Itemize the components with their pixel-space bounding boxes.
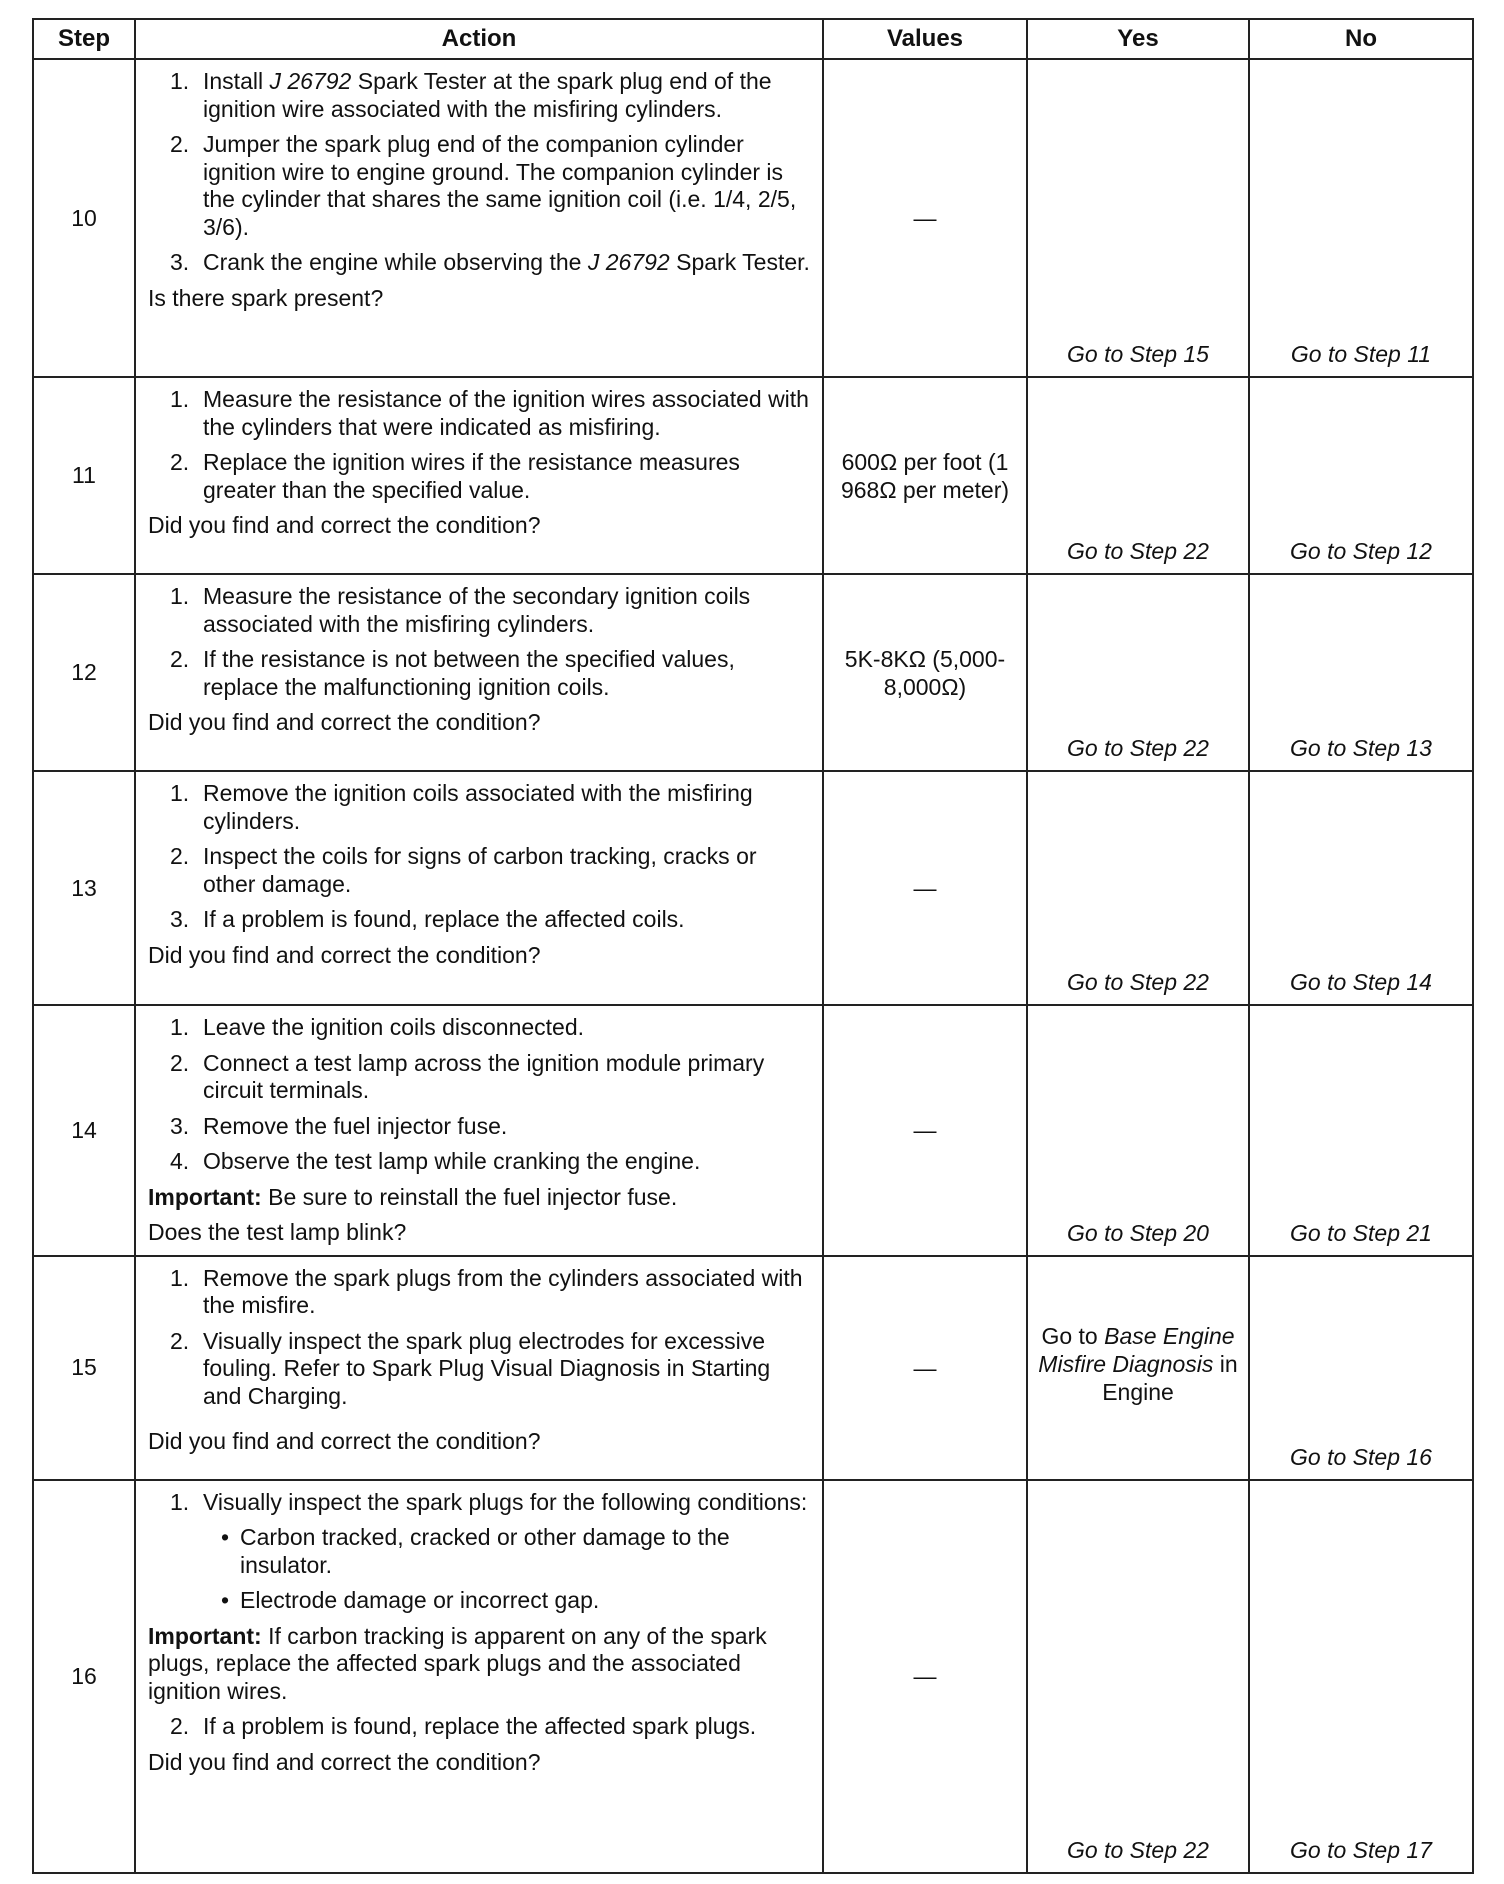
action-step: 1. Install J 26792 Spark Tester at the spark plug end of the ignition wire associated with the misfiring cylinders. bbox=[170, 68, 772, 122]
header-action: Action bbox=[135, 19, 823, 59]
no-cell: Go to Step 14 bbox=[1249, 771, 1473, 1005]
yes-cell: Go to Step 22 bbox=[1027, 377, 1249, 574]
action-cell bbox=[135, 574, 823, 771]
value-cell: — bbox=[823, 771, 1027, 1005]
action-step: 4. Observe the test lamp while cranking the engine. bbox=[170, 1148, 701, 1174]
action-cell bbox=[135, 59, 823, 377]
question: Does the test lamp blink? bbox=[148, 1219, 407, 1245]
table-row bbox=[33, 1256, 1473, 1480]
bullet-item: • Carbon tracked, cracked or other damage to the insulator. bbox=[221, 1524, 730, 1578]
yes-cell: Go to Step 20 bbox=[1027, 1005, 1249, 1256]
action-step: 2. If a problem is found, replace the affected spark plugs. bbox=[170, 1713, 757, 1739]
header-values: Values bbox=[823, 19, 1027, 59]
value-cell: — bbox=[823, 1480, 1027, 1873]
action-cell bbox=[135, 1256, 823, 1480]
table-row bbox=[33, 1005, 1473, 1256]
yes-cell: Go to Step 15 bbox=[1027, 59, 1249, 377]
action-cell bbox=[135, 1005, 823, 1256]
value-cell: — bbox=[823, 1256, 1027, 1480]
action-step: 3. Remove the fuel injector fuse. bbox=[170, 1112, 508, 1139]
tool-name: J 26792 bbox=[269, 68, 352, 94]
action-step: 2. Connect a test lamp across the ignition module primary circuit terminals. bbox=[170, 1049, 765, 1103]
action-step: 2. Replace the ignition wires if the resistance measures greater than the specified value. bbox=[170, 449, 740, 503]
question: Did you find and correct the condition? bbox=[148, 512, 541, 538]
important-note: Important: If carbon tracking is apparent on any of the spark plugs, replace the affected spark plugs and the associated ignition wires. bbox=[148, 1622, 767, 1704]
value-cell: 5K-8KΩ (5,000-8,000Ω) bbox=[823, 574, 1027, 771]
action-step: 1. Visually inspect the spark plugs for the following conditions: bbox=[170, 1488, 808, 1515]
bullet-item: • Electrode damage or incorrect gap. bbox=[221, 1587, 600, 1613]
tool-name: J 26792 bbox=[587, 249, 670, 275]
step-number: 16 bbox=[33, 1480, 135, 1873]
value-cell: 600Ω per foot (1 968Ω per meter) bbox=[823, 377, 1027, 574]
action-step: 2. Visually inspect the spark plug electrodes for excessive fouling. Refer to Spark Plug Visual Diagnosis in Starting and Charging. bbox=[170, 1327, 771, 1409]
action-step: 1. Remove the ignition coils associated with the misfiring cylinders. bbox=[170, 780, 753, 834]
step-number: 14 bbox=[33, 1005, 135, 1256]
action-cell bbox=[135, 377, 823, 574]
table-row bbox=[33, 771, 1473, 1005]
action-step: 2. Jumper the spark plug end of the companion cylinder ignition wire to engine ground. The companion cylinder is the cylinder that shares the same ignition coil (i.e. 1/4, 2/5, 3/6). bbox=[170, 131, 797, 240]
action-step: 1. Measure the resistance of the ignition wires associated with the cylinders that were indicated as misfiring. bbox=[170, 386, 809, 440]
reference-title: Base Engine Misfire Diagnosis bbox=[1038, 1322, 1235, 1377]
action-step: 2. Inspect the coils for signs of carbon tracking, cracks or other damage. bbox=[170, 843, 757, 897]
table-row bbox=[33, 59, 1473, 377]
step-number: 11 bbox=[33, 377, 135, 574]
action-step: 1. Remove the spark plugs from the cylinders associated with the misfire. bbox=[170, 1264, 803, 1318]
table-row bbox=[33, 574, 1473, 771]
no-cell: Go to Step 11 bbox=[1249, 59, 1473, 377]
no-cell: Go to Step 13 bbox=[1249, 574, 1473, 771]
action-cell bbox=[135, 1480, 823, 1873]
important-note: Important: Be sure to reinstall the fuel injector fuse. bbox=[148, 1183, 678, 1210]
header-no: No bbox=[1249, 19, 1473, 59]
header-step: Step bbox=[33, 19, 135, 59]
question: Did you find and correct the condition? bbox=[148, 941, 541, 968]
yes-cell: Go to Step 22 bbox=[1027, 574, 1249, 771]
action-step: 3. If a problem is found, replace the affected coils. bbox=[170, 906, 685, 932]
diagnostic-table bbox=[32, 18, 1474, 1874]
yes-cell: Go to Base Engine Misfire Diagnosis in Engine bbox=[1027, 1256, 1249, 1480]
no-cell: Go to Step 17 bbox=[1249, 1480, 1473, 1873]
action-step: 1. Measure the resistance of the secondary ignition coils associated with the misfiring cylinders. bbox=[170, 583, 751, 637]
value-cell: — bbox=[823, 59, 1027, 377]
header-row bbox=[33, 19, 1473, 59]
action-step: 1. Leave the ignition coils disconnected. bbox=[170, 1014, 585, 1040]
no-cell: Go to Step 16 bbox=[1249, 1256, 1473, 1480]
table-row bbox=[33, 377, 1473, 574]
question: Did you find and correct the condition? bbox=[148, 1748, 541, 1775]
step-number: 15 bbox=[33, 1256, 135, 1480]
question: Did you find and correct the condition? bbox=[148, 1428, 541, 1454]
yes-cell: Go to Step 22 bbox=[1027, 1480, 1249, 1873]
yes-cell: Go to Step 22 bbox=[1027, 771, 1249, 1005]
no-cell: Go to Step 12 bbox=[1249, 377, 1473, 574]
action-step: 2. If the resistance is not between the specified values, replace the malfunctioning ignition coils. bbox=[170, 646, 735, 700]
no-cell: Go to Step 21 bbox=[1249, 1005, 1473, 1256]
action-step: 3. Crank the engine while observing the J 26792 Spark Tester. bbox=[170, 249, 810, 275]
header-yes: Yes bbox=[1027, 19, 1249, 59]
value-cell: — bbox=[823, 1005, 1027, 1256]
table-row bbox=[33, 1480, 1473, 1873]
step-number: 10 bbox=[33, 59, 135, 377]
step-number: 13 bbox=[33, 771, 135, 1005]
action-cell bbox=[135, 771, 823, 1005]
question: Did you find and correct the condition? bbox=[148, 709, 541, 735]
step-number: 12 bbox=[33, 574, 135, 771]
question: Is there spark present? bbox=[148, 284, 384, 311]
